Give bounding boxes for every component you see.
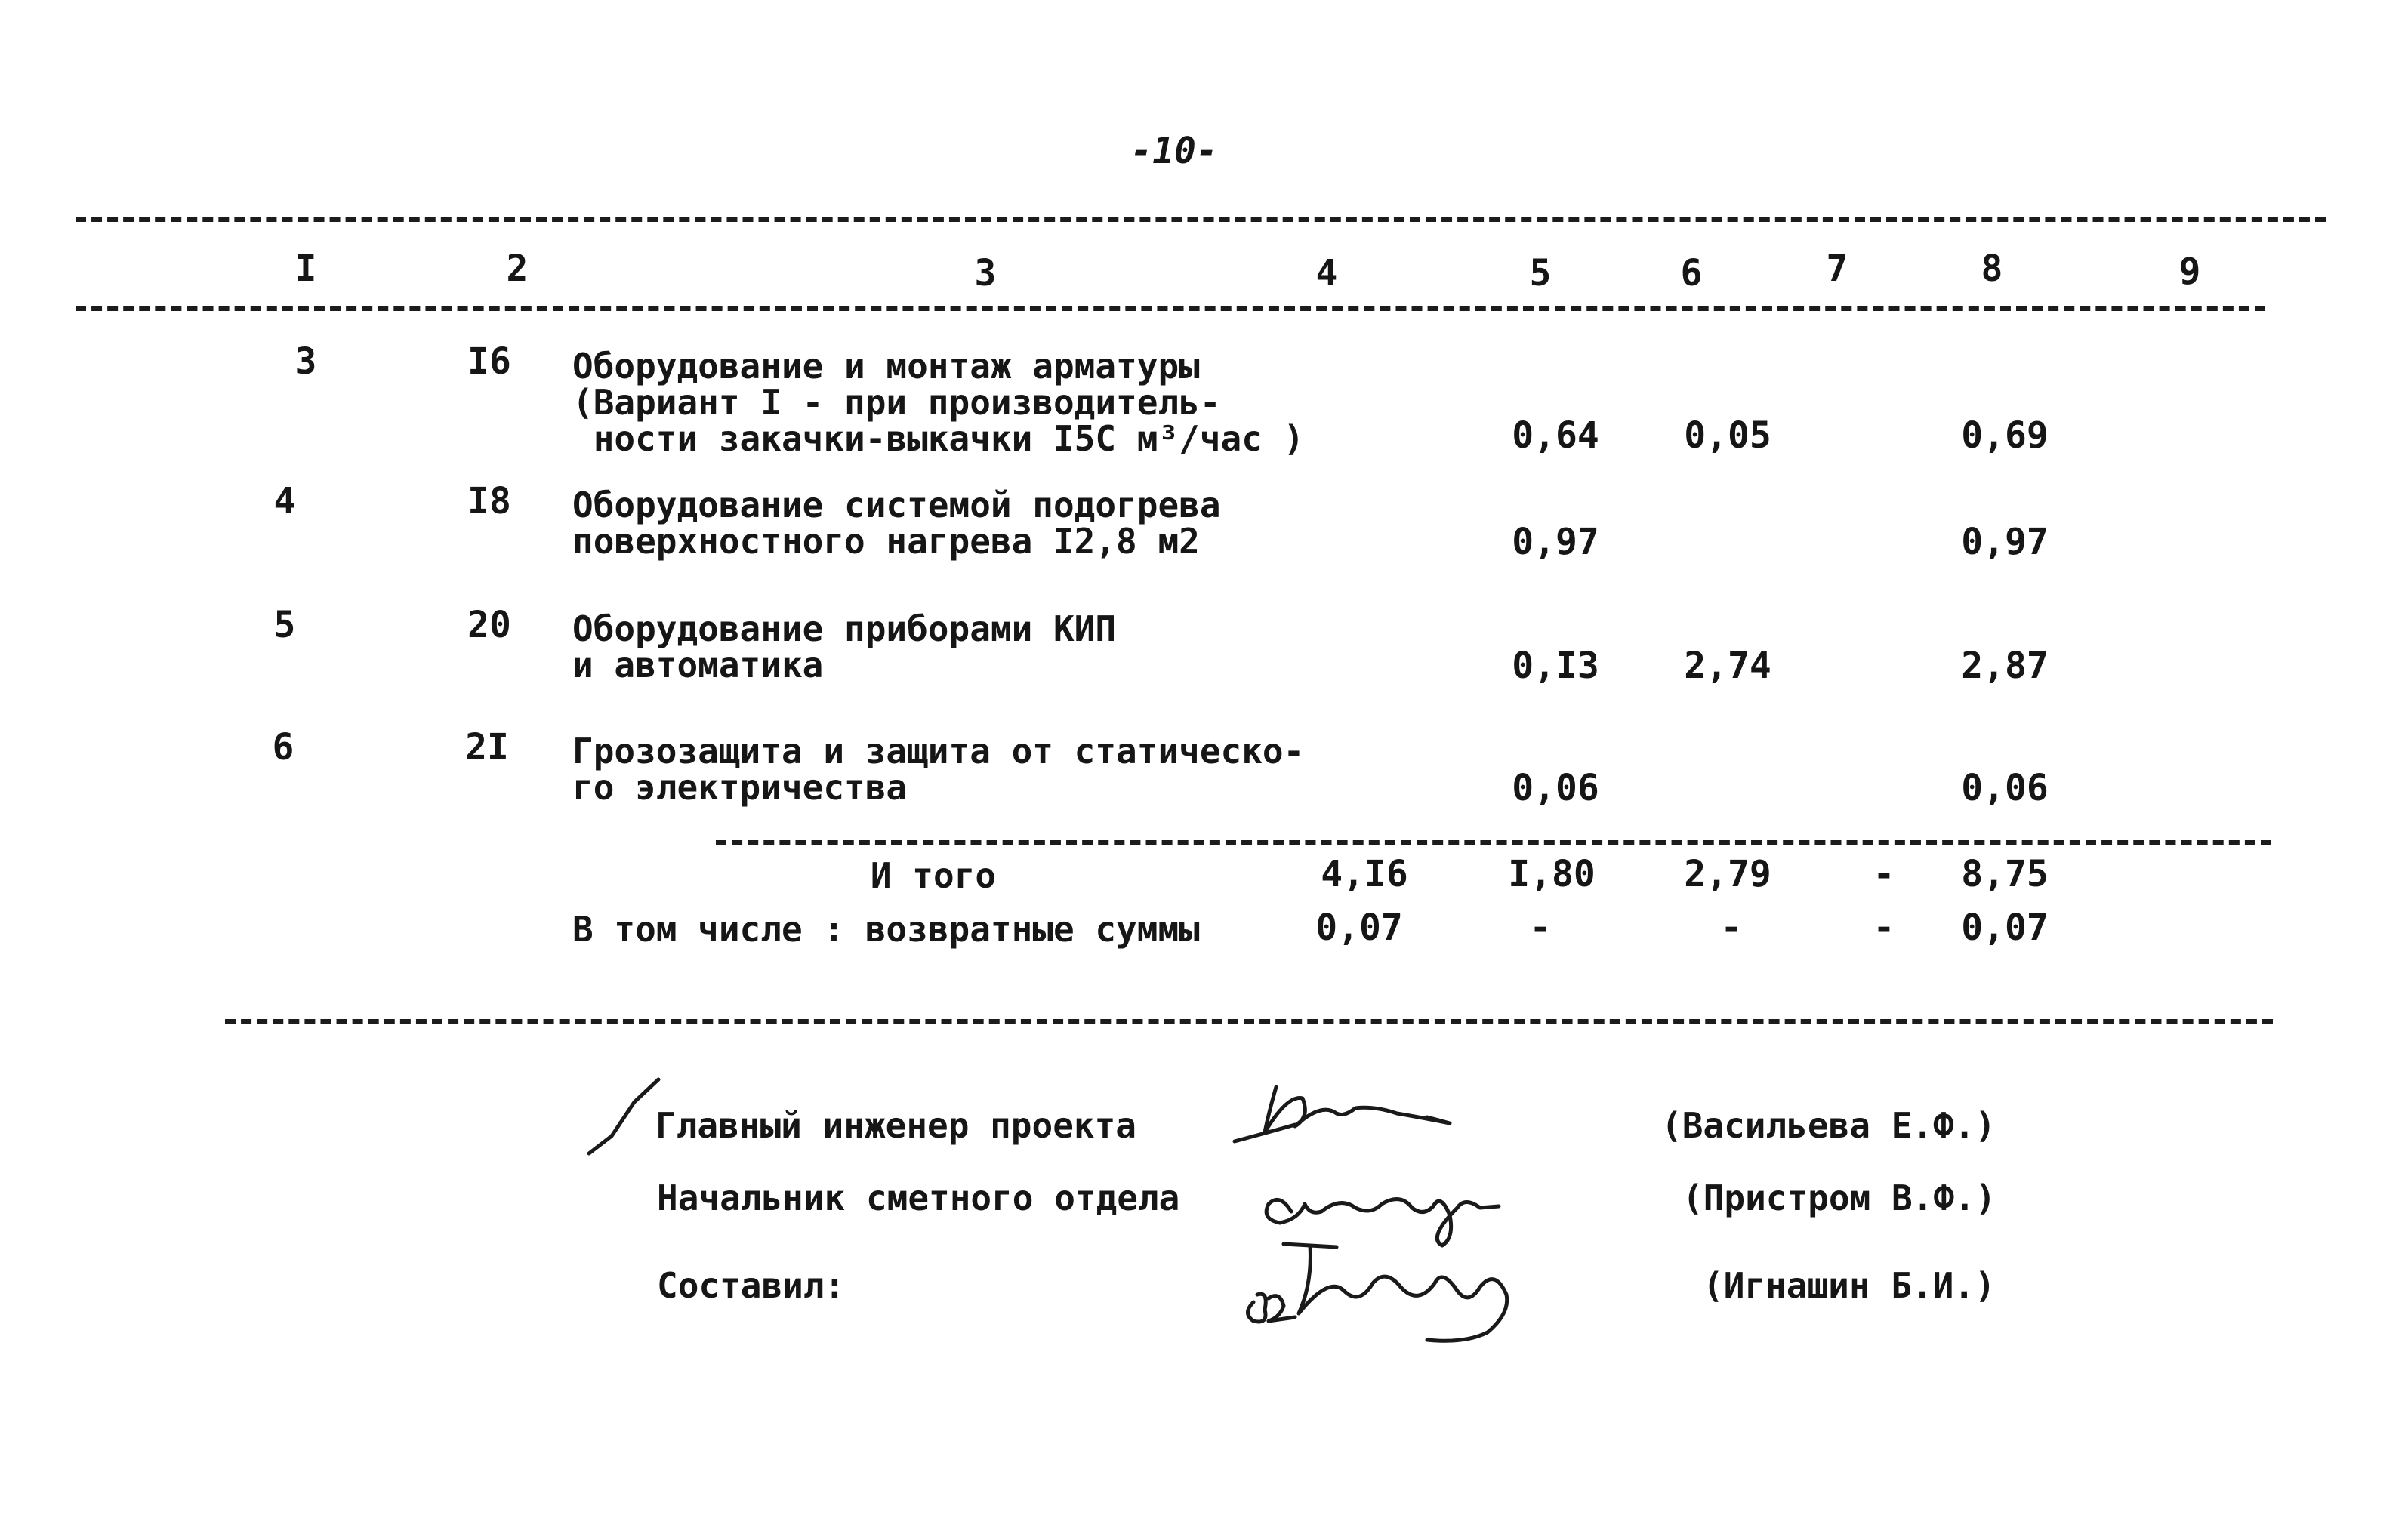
row-value-col8: 0,69	[1961, 414, 2049, 457]
signature-name: (Игнашин Б.И.)	[1703, 1265, 1996, 1306]
including-col7: -	[1873, 907, 1895, 949]
total-col7: -	[1873, 853, 1895, 895]
row-number: 5	[273, 604, 296, 646]
handwritten-signature-2	[1238, 1162, 1593, 1351]
signature-role: Составил:	[657, 1265, 846, 1306]
row-description: Грозозащита и защита от статическо-	[572, 731, 1305, 771]
page-number: -10-	[1130, 130, 1218, 172]
col-header-3: 3	[974, 252, 997, 294]
bottom-rule	[225, 1019, 2273, 1024]
col-header-4: 4	[1315, 252, 1338, 294]
row-position: 20	[467, 604, 511, 646]
signature-name: (Пристром В.Ф.)	[1682, 1178, 1996, 1218]
signature-role: Главный инженер проекта	[655, 1105, 1136, 1146]
signature-role: Начальник сметного отдела	[657, 1178, 1180, 1218]
header-rule	[76, 306, 2265, 311]
row-value-col6: 2,74	[1684, 645, 1771, 687]
including-col4: 0,07	[1315, 907, 1403, 949]
col-header-9: 9	[2178, 251, 2201, 293]
row-value-col8: 0,97	[1961, 521, 2049, 563]
row-description: Оборудование системой подогрева	[572, 485, 1221, 525]
col-header-1: I	[294, 248, 317, 290]
row-description: (Вариант I - при производитель-	[572, 382, 1221, 423]
col-header-8: 8	[1981, 248, 2003, 290]
row-position: 2I	[465, 726, 509, 768]
row-position: I8	[467, 480, 511, 522]
signature-name: (Васильева Е.Ф.)	[1661, 1105, 1996, 1146]
row-description: и автоматика	[572, 645, 824, 685]
row-value-col5: 0,97	[1512, 521, 1599, 563]
total-col5: I,80	[1508, 853, 1596, 895]
top-rule	[76, 217, 2326, 222]
handwritten-signature-1	[1223, 1072, 1480, 1155]
including-col6: -	[1720, 907, 1743, 949]
row-number: 6	[272, 726, 294, 768]
row-description: Оборудование и монтаж арматуры	[572, 346, 1200, 386]
row-number: 3	[294, 340, 317, 383]
row-value-col6: 0,05	[1684, 414, 1771, 457]
row-description: ности закачки-выкачки I5C м³/час )	[572, 418, 1305, 459]
including-label: В том числе : возвратные суммы	[572, 909, 1200, 950]
total-col6: 2,79	[1684, 853, 1771, 895]
total-col4: 4,I6	[1321, 853, 1408, 895]
including-col8: 0,07	[1961, 907, 2049, 949]
handwritten-slash	[581, 1072, 672, 1162]
col-header-2: 2	[506, 248, 529, 290]
row-value-col8: 2,87	[1961, 645, 2049, 687]
row-description: го электричества	[572, 767, 908, 808]
total-label: И того	[870, 855, 997, 896]
row-description: Оборудование приборами КИП	[572, 608, 1117, 649]
row-value-col5: 0,06	[1512, 767, 1599, 809]
row-position: I6	[467, 340, 511, 383]
row-value-col5: 0,I3	[1512, 645, 1599, 687]
row-number: 4	[273, 480, 296, 522]
col-header-7: 7	[1826, 248, 1848, 290]
row-value-col8: 0,06	[1961, 767, 2049, 809]
row-description: поверхностного нагрева I2,8 м2	[572, 521, 1200, 562]
including-col5: -	[1529, 907, 1552, 949]
totals-rule	[716, 840, 2271, 845]
total-col8: 8,75	[1961, 853, 2049, 895]
row-value-col5: 0,64	[1512, 414, 1599, 457]
col-header-5: 5	[1529, 252, 1552, 294]
col-header-6: 6	[1680, 252, 1703, 294]
